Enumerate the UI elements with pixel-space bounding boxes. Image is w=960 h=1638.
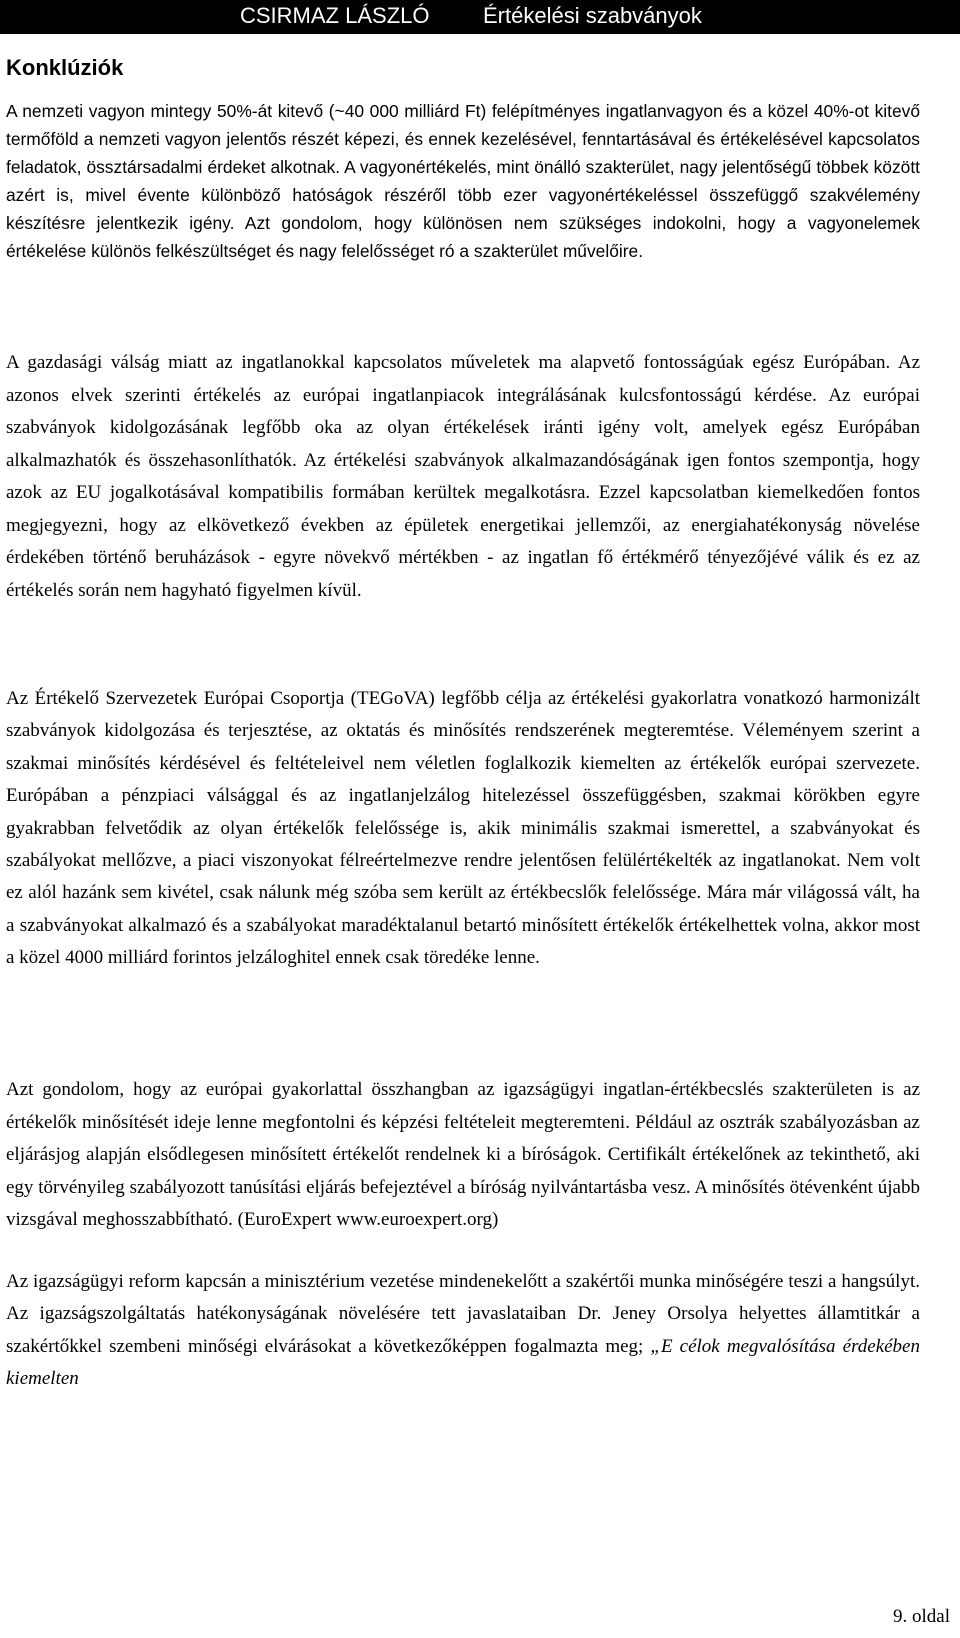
page-number: 9. oldal — [893, 1606, 950, 1627]
intro-paragraph: A nemzeti vagyon mintegy 50%-át kitevő (~40 000 milliárd Ft) felépítményes ingatlanvagyon és a közel 40%-ot kitevő termőföld a nemzeti vagyon jelentős részét képezi, és ennek kezelésével, fenntartásával és értékelésével kapcsolatos feladatok, össztársadalmi érdeket alkotnak. A vagyonértékelés, mint önálló szakterület, nagy jelentőségű többek között azért is, mivel évente különböző hatóságok részéről több ezer vagyonértékeléssel összefüggő szakvélemény készítésre jelentkezik igény. Azt gondolom, hogy különösen nem szükséges indokolni, hogy a vagyonelemek értékelése különös felkészültséget és nagy felelősséget ró a szakterület művelőire. — [6, 101, 920, 261]
paragraph-justice-reform-quote: „E célok megvalósítása érdekében kiemelten — [6, 1335, 920, 1389]
page-header — [0, 0, 960, 34]
paragraph-certification: Azt gondolom, hogy az európai gyakorlattal összhangban az igazságügyi ingatlan-értékbecslés szakterületen is az értékelők minősítését ideje lenne megfontolni és képzési feltételeit megteremteni. Például az osztrák szabályozásban az eljárásjog alapján elsődlegesen minősített értékelőt rendelnek ki a bíróságok. Certifikált értékelőnek az tekinthető, aki egy törvényileg szabályozott tanúsítási eljárás befejeztével a bíróság nyilvántartásba vesz. A minősítés ötévenként újabb vizsgával meghosszabbítható. (EuroExpert www.euroexpert.org) — [6, 1079, 920, 1230]
section-heading: Konklúziók — [6, 55, 124, 80]
paragraph-justice-reform — [6, 1266, 920, 1395]
paragraph-tegova: Az Értékelő Szervezetek Európai Csoportja (TEGoVA) legfőbb célja az értékelési gyakorlatra vonatkozó harmonizált szabványok kidolgozása és terjesztése, az oktatás és minősítés rendszerének megteremtése. Véleményem szerint a szakmai minősítés kérdésével és feltételeivel nem véletlen foglalkozik kiemelten az értékelők európai szervezete. Európában a pénzpiaci válsággal és az ingatlanjelzálog hitelezéssel összefüggésben, szakmai körökben egyre gyakrabban felvetődik az olyan értékelők felelőssége is, akik minimális szakmai ismerettel, a szabványokat és szabályokat mellőzve, a piaci viszonyokat félreértelmezve rendre jelentősen felülértékelték az ingatlanokat. Nem volt ez alól hazánk sem kivétel, csak nálunk még szóba sem került az értékbecslők felelőssége. Mára már világossá vált, ha a szabványokat alkalmazó és a szabályokat maradéktalanul betartó minősített értékelők értékelhettek volna, akkor most a közel 4000 milliárd forintos jelzáloghitel ennek csak töredéke lenne. — [6, 688, 920, 969]
header-document-title: Értékelési szabványok — [483, 3, 702, 28]
header-author: CSIRMAZ LÁSZLÓ — [240, 3, 430, 28]
paragraph-economic-crisis: A gazdasági válság miatt az ingatlanokkal kapcsolatos műveletek ma alapvető fontosságúak egész Európában. Az azonos elvek szerinti értékelés az európai ingatlanpiacok integrálásának kulcsfontosságú kérdése. Az európai szabványok kidolgozásának legfőbb oka az olyan értékelések iránti igény volt, amelyek egész Európában alkalmazhatók és összehasonlíthatók. Az értékelési szabványok alkalmazandóságának igen fontos szempontja, hogy azok az EU jogalkotásával kompatibilis formában kerültek megalkotásra. Ezzel kapcsolatban kiemelkedően fontos megjegyezni, hogy az elkövetkező években az épületek energetikai jellemzői, az energiahatékonyság növelése érdekében történő beruházások - egyre növekvő mértékben - az ingatlan fő értékmérő tényezőjévé válik és ez az értékelés során nem hagyható figyelmen kívül. — [6, 352, 920, 601]
paragraph-justice-reform-text: Az igazságügyi reform kapcsán a minisztérium vezetése mindenekelőtt a szakértői munka minőségére teszi a hangsúlyt. Az igazságszolgáltatás hatékonyságának növelésére tett javaslataiban Dr. Jeney Orsolya helyettes államtitkár a szakértőkkel szembeni minőségi elvárásokat a következőképpen fogalmazta meg; — [6, 1271, 920, 1357]
